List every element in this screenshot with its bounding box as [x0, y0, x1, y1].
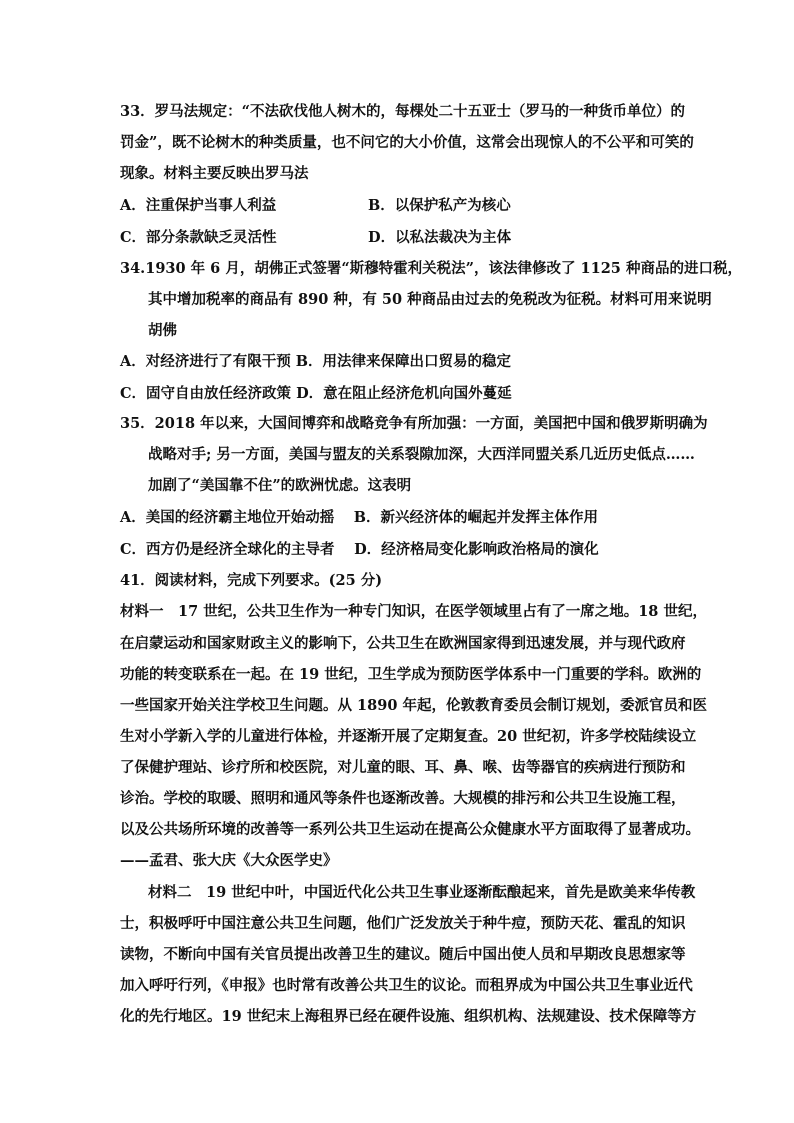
q41-material1-line-5: 生对小学新入学的儿童进行体检，并逐渐开展了定期复查。20 世纪初，许多学校陆续设立 — [120, 728, 697, 745]
q41-material2-line-4: 加入呼吁行列，《申报》也时常有改善公共卫生的议论。而租界成为中国公共卫生事业近代 — [120, 977, 693, 994]
q34-line-3: 胡佛 — [148, 322, 177, 339]
q41-material2-line-3: 读物，不断向中国有关官员提出改善卫生的建议。随后中国出使人员和早期改良思想家等 — [120, 946, 686, 963]
q41-material1-source: ——孟君、张大庆《大众医学史》 — [120, 852, 338, 869]
q41-material2-line-2: 士，积极呼吁中国注意公共卫生问题，他们广泛发放关于种牛痘，预防天花、霍乱的知识 — [120, 915, 686, 932]
q35-options-cd: C．西方仍是经济全球化的主导者 D．经济格局变化影响政治格局的演化 — [120, 541, 599, 558]
q41-material1-line-8: 以及公共场所环境的改善等一系列公共卫生运动在提高公众健康水平方面取得了显著成功。 — [120, 821, 700, 838]
q41-material1-line-3: 功能的转变联系在一起。在 19 世纪，卫生学成为预防医学体系中一门重要的学科。欧洲的 — [120, 666, 702, 683]
q34-options-ab: A．对经济进行了有限干预 B．用法律来保障出口贸易的稳定 — [120, 353, 512, 370]
q41-material2-line-5: 化的先行地区。19 世纪末上海租界已经在硬件设施、组织机构、法规建设、技术保障等方 — [120, 1008, 697, 1025]
q35-options-ab: A．美国的经济霸主地位开始动摇 B．新兴经济体的崛起并发挥主体作用 — [120, 509, 599, 526]
q33-line-1: 33．罗马法规定：“不法砍伐他人树木的，每棵处二十五亚士（罗马的一种货币单位）的 — [120, 103, 686, 120]
q35-line-3: 加剧了“美国靠不住”的欧洲忧虑。这表明 — [148, 477, 412, 494]
q41-material1-line-6: 了保健护理站、诊疗所和校医院，对儿童的眼、耳、鼻、喉、齿等器官的疾病进行预防和 — [120, 759, 686, 776]
q41-material2-line-1: 材料二 19 世纪中叶，中国近代化公共卫生事业逐渐酝酿起来，首先是欧美来华传教 — [148, 884, 696, 901]
q35-line-1: 35．2018 年以来，大国间博弈和战略竞争有所加强：一方面，美国把中国和俄罗斯明确为 — [120, 415, 708, 432]
q34-line-2: 其中增加税率的商品有 890 种，有 50 种商品由过去的免税改为征税。材料可用来说明 — [148, 291, 712, 308]
q33-line-2: 罚金”，既不论树木的种类质量，也不问它的大小价值，这常会出现惊人的不公平和可笑的 — [120, 134, 694, 151]
q33-option-d: D．以私法裁决为主体 — [368, 229, 512, 246]
q41-material1-line-7: 诊治。学校的取暖、照明和通风等条件也逐渐改善。大规模的排污和公共卫生设施工程， — [120, 790, 686, 807]
q33-option-c: C．部分条款缺乏灵活性 — [120, 229, 277, 246]
q33-line-3: 现象。材料主要反映出罗马法 — [120, 165, 309, 182]
q35-line-2: 战略对手; 另一方面，美国与盟友的关系裂隙加深，大西洋同盟关系几近历史低点…… — [148, 446, 695, 463]
q34-line-1: 34.1930 年 6 月，胡佛正式签署“斯穆特霍利关税法”，该法律修改了 1125 种商品的进口税， — [120, 260, 742, 277]
q41-material1-line-2: 在启蒙运动和国家财政主义的影响下，公共卫生在欧洲国家得到迅速发展，并与现代政府 — [120, 635, 686, 652]
q41-heading: 41．阅读材料，完成下列要求。(25 分) — [120, 572, 383, 589]
q34-options-cd: C．固守自由放任经济政策 D．意在阻止经济危机向国外蔓延 — [120, 385, 512, 402]
q41-material1-line-1: 材料一 17 世纪，公共卫生作为一种专门知识，在医学领域里占有了一席之地。18 世纪， — [120, 603, 707, 620]
q41-material1-line-4: 一些国家开始关注学校卫生问题。从 1890 年起，伦敦教育委员会制订规划，委派官员和医 — [120, 697, 707, 714]
q33-option-b: B．以保护私产为核心 — [368, 197, 511, 214]
q33-option-a: A．注重保护当事人利益 — [120, 197, 277, 214]
